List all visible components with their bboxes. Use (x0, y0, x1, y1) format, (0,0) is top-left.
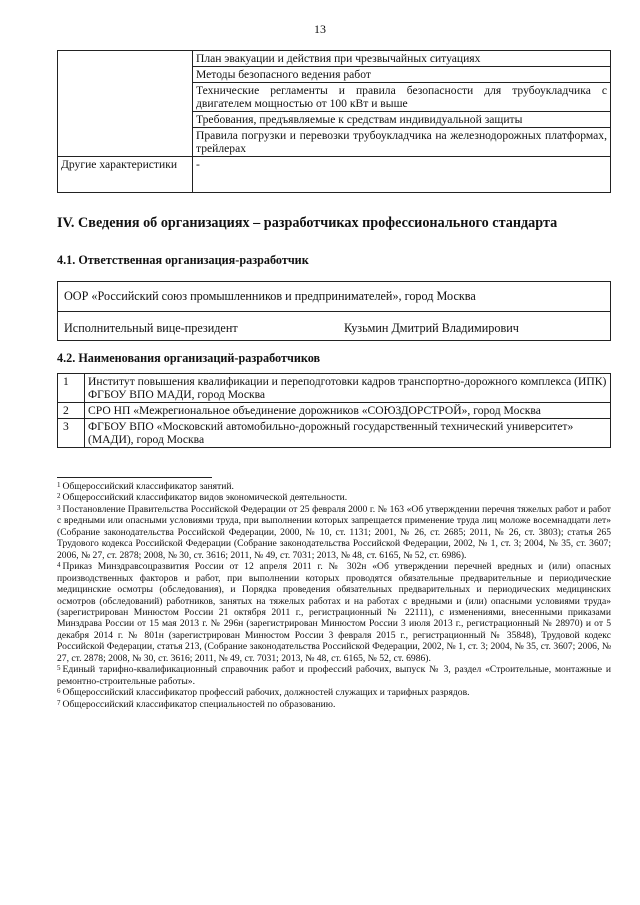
footnote-text: Общероссийский классификатор специальностей по образованию. (62, 698, 336, 710)
table-cell: Методы безопасного ведения работ (193, 67, 611, 83)
table-row (58, 51, 611, 67)
table-row (58, 374, 611, 403)
subsection-title-developers: 4.2. Наименования организаций-разработчиков (57, 351, 321, 365)
footnote-marker: 1 (57, 481, 61, 489)
footnote-marker: 6 (57, 687, 61, 696)
table-cell: Требования, предъявляемые к средствам индивидуальной защиты (193, 112, 611, 128)
footnote-text: Общероссийский классификатор занятий. (62, 481, 234, 492)
footnote (57, 492, 611, 503)
footnote-marker: 2 (57, 492, 61, 501)
footnote-text: Единый тарифно-квалификационный справочник работ и профессий рабочих, выпуск № 3, раздел «Строительные, монтажные и ремонтно-строительные работы». (57, 664, 611, 687)
responsible-person: Кузьмин Дмитрий Владимирович (344, 321, 519, 335)
responsible-position: Исполнительный вице-президент (64, 321, 238, 335)
row-number: 1 (58, 374, 85, 403)
footnote-marker: 4 (57, 561, 61, 570)
other-characteristics-label: Другие характеристики (58, 157, 193, 193)
table-cell-empty (58, 51, 193, 157)
developer-name: Институт повышения квалификации и переподготовки кадров транспортно-дорожного комплекса (ИПК) ФГБОУ ВПО МАДИ, город Москва (85, 374, 611, 403)
table-cell: План эвакуации и действия при чрезвычайных ситуациях (193, 51, 611, 67)
responsible-org-name: ООР «Российский союз промышленников и предпринимателей», город Москва (64, 289, 476, 303)
footnote-marker: 3 (57, 503, 61, 512)
footnote-text: Общероссийский классификатор видов экономической деятельности. (62, 492, 348, 504)
footnote-divider (57, 477, 212, 478)
footnote (57, 664, 611, 687)
table-cell: Технические регламенты и правила безопасности для трубоукладчика с двигателем мощностью от 100 кВт и выше (193, 83, 611, 112)
row-number: 3 (58, 419, 85, 448)
footnote (57, 687, 611, 698)
requirements-table (57, 50, 611, 193)
subsection-title-responsible: 4.1. Ответственная организация-разработчик (57, 253, 309, 267)
row-number: 2 (58, 403, 85, 419)
developer-name: ФГБОУ ВПО «Московский автомобильно-дорожный государственный технический университет» (МАДИ), город Москва (85, 419, 611, 448)
other-characteristics-value: - (193, 157, 611, 193)
footnote-text: Постановление Правительства Российской Федерации от 25 февраля 2000 г. № 163 «Об утверждении перечня тяжелых работ и работ с вредными или опасными условиями труда, при выполнении которых запрещается применение труда лиц моложе восемнадцати лет» (Собрание законодательства Российской Федерации, 2000, № 10, ст. 1131; 2001, № 26, ст. 2685; 2011, № 26, ст. 3803); статья 265 Трудового кодекса Российской Федерации (Собрание законодательства Российской Федерации, 2002, № 1, ст. 3; 2004, № 35, ст. 3607; 2006, № 27, ст. 2878; 2008, № 30, ст. 3616; 2011, № 49, ст. 7031; 2013, № 48, ст. 6165, № 52, ст. 6986). (57, 503, 611, 561)
developer-name: СРО НП «Межрегиональное объединение дорожников «СОЮЗДОРСТРОЙ», город Москва (85, 403, 611, 419)
footnote-text: Приказ Минздравсоцразвития России от 12 апреля 2011 г. № 302н «Об утверждении перечней вредных и (или) опасных производственных факторов и работ, при выполнении которых проводятся обязательные предварительные и периодические медицинские осмотры (обследования), и Порядка проведения обязательных предварительных и периодических медицинских осмотров (обследований) работников, занятых на тяжелых работах и на работах с вредными и (или) опасными условиями труда» (зарегистрирован Минюстом России 21 октября 2011 г., регистрационный № 22111), с изменениями, внесенными приказами Минздрава России от 15 мая 2013 г. № 296н (зарегистрирован Минюстом России 3 июля 2013 г., регистрационный № 28970) и от 5 декабря 2014 г. № 801н (зарегистрирован Минюстом России 3 февраля 2015 г., регистрационный № 35848), Трудовой кодекс Российской Федерации, статья 213, (Собрание законодательства Российской Федерации, 2002, № 1, ст. 3; 2004, № 35, ст. 3607; 2006, № 27, ст. 2878; 2008, № 30, ст. 3616; 2011, № 49, ст. 7031; 2013, № 48, ст. 6165, № 52, ст. 6986). (57, 561, 611, 664)
divider (58, 311, 610, 312)
table-row-other (58, 157, 611, 193)
table-row (58, 419, 611, 448)
developers-table (57, 373, 611, 448)
footnote-marker: 5 (57, 664, 61, 673)
footnote-marker: 7 (57, 698, 61, 707)
footnote (57, 561, 611, 664)
page-number: 13 (314, 22, 326, 36)
table-cell: Правила погрузки и перевозки трубоукладчика на железнодорожных платформах, трейлерах (193, 128, 611, 157)
footnote-text: Общероссийский классификатор профессий рабочих, должностей служащих и тарифных разрядов. (62, 687, 470, 699)
responsible-organization-box (57, 281, 611, 341)
footnotes (57, 481, 611, 710)
footnote (57, 504, 611, 561)
footnote (57, 699, 611, 710)
section-title: IV. Сведения об организациях – разработчиках профессионального стандарта (57, 215, 558, 231)
footnote (57, 481, 611, 492)
table-row (58, 403, 611, 419)
